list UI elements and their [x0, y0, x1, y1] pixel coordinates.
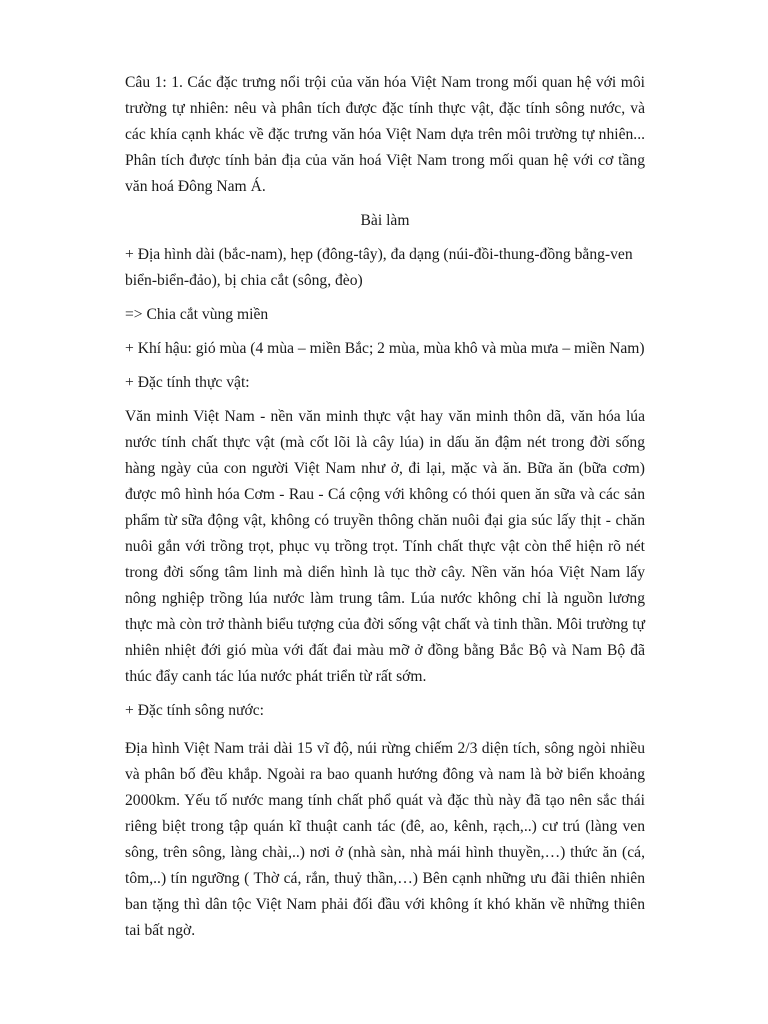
paragraph-river-heading: + Đặc tính sông nước:: [125, 702, 264, 719]
question-paragraph: Câu 1: 1. Các đặc trưng nổi trội của văn hóa Việt Nam trong mối quan hệ với môi trường tự nhiên: nêu và phân tích được đặc tính thực vật, đặc tính sông nước, và các khía cạnh khác về đặc trưng văn hóa Việt Nam dựa trên môi trường tự nhiên... Phân tích được tính bản địa của văn hoá Việt Nam trong mối quan hệ với cơ tầng văn hoá Đông Nam Á.: [125, 74, 645, 195]
heading-bai-lam: Bài làm: [360, 212, 410, 229]
paragraph-plant-body: Văn minh Việt Nam - nền văn minh thực vật hay văn minh thôn dã, văn hóa lúa nước tính chất thực vật (mà cốt lõi là cây lúa) in dấu ăn đậm nét trong đời sống hàng ngày của con người Việt Nam như ở, đi lại, mặc và ăn. Bữa ăn (bữa cơm) được mô hình hóa Cơm - Rau - Cá cộng với không có thói quen ăn sữa và các sản phẩm từ sữa động vật, không có truyền thông chăn nuôi đại gia súc lấy thịt - chăn nuôi gắn với trồng trọt, phục vụ trồng trọt. Tính chất thực vật còn thể hiện rõ nét trong đời sống tâm linh mà diển hình là tục thờ cây. Nền văn hóa Việt Nam lấy nông nghiệp trồng lúa nước làm trung tâm. Lúa nước không chỉ là nguồn lương thực mà còn trở thành biểu tượng của đời sống vật chất và tinh thần. Môi trường tự nhiên nhiệt đới gió mùa với đất đai màu mỡ ở đồng bằng Bắc Bộ và Nam Bộ đã thúc đẩy canh tác lúa nước phát triển từ rất sớm.: [125, 408, 645, 685]
document-page: [125, 70, 645, 952]
paragraph-climate: + Khí hậu: gió mùa (4 mùa – miền Bắc; 2 mùa, mùa khô và mùa mưa – miền Nam): [125, 340, 645, 357]
paragraph-plant-heading: + Đặc tính thực vật:: [125, 374, 250, 391]
paragraph-river-body: Địa hình Việt Nam trải dài 15 vĩ độ, núi rừng chiếm 2/3 diện tích, sông ngòi nhiều và phân bố đều khắp. Ngoài ra bao quanh hướng đông và nam là bờ biển khoảng 2000km. Yếu tố nước mang tính chất phổ quát và đặc thù này đã tạo nên sắc thái riêng biệt trong tập quán kĩ thuật canh tác (đê, ao, kênh, rạch,..) cư trú (làng ven sông, trên sông, làng chài,..) nơi ở (nhà sàn, nhà mái hình thuyền,…) thức ăn (cá, tôm,..) tín ngưỡng ( Thờ cá, rắn, thuỷ thần,…) Bên cạnh những ưu đãi thiên nhiên ban tặng thì dân tộc Việt Nam phải đối đầu với không ít khó khăn về những thiên tai bất ngờ.: [125, 740, 645, 939]
paragraph-terrain: + Địa hình dài (bắc-nam), hẹp (đông-tây), đa dạng (núi-đồi-thung-đồng bằng-ven biển-biển-đảo), bị chia cắt (sông, đèo): [125, 246, 633, 289]
paragraph-region-division: => Chia cắt vùng miền: [125, 306, 269, 323]
